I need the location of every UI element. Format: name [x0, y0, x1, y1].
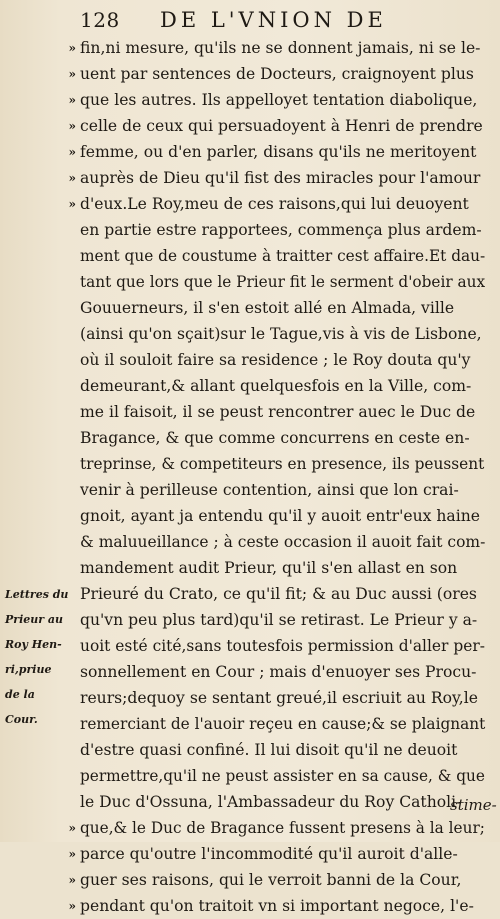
text-line — [80, 321, 485, 347]
text-line — [80, 581, 485, 607]
line-text: treprinse, & competiteurs en presence, ils peussent — [80, 455, 485, 473]
line-text: venir à perilleuse contention, ainsi que lon crai- — [80, 481, 459, 499]
line-text: celle de ceux qui persuadoyent à Henri de prendre — [80, 117, 483, 135]
line-text: en partie estre rapportees, commença plus ardem- — [80, 221, 482, 239]
body-text — [68, 35, 486, 919]
quote-mark: » — [68, 821, 76, 835]
line-text: guer ses raisons, qui le verroit banni de la Cour, — [80, 871, 462, 889]
line-text: uoit esté cité,sans toutesfois permission d'aller per- — [80, 637, 485, 655]
line-text: tant que lors que le Prieur fit le serment d'obeir aux — [80, 273, 486, 291]
page-header — [60, 6, 490, 32]
margin-note-line: Cour. — [5, 713, 38, 726]
line-text: que,& le Duc de Bragance fussent presens à la leur; — [80, 819, 485, 837]
text-line — [80, 685, 485, 711]
text-line — [80, 295, 485, 321]
line-text: uent par sentences de Docteurs, craignoyent plus — [80, 65, 474, 83]
line-text: (ainsi qu'on sçait)sur le Tague,vis à vis de Lisbone, — [80, 325, 482, 343]
text-line — [80, 737, 485, 763]
quote-mark: » — [68, 197, 76, 211]
line-text: parce qu'outre l'incommodité qu'il auroit d'alle- — [80, 845, 458, 863]
quote-mark: » — [68, 93, 76, 107]
text-line — [80, 451, 485, 477]
line-text: mandement audit Prieur, qu'il s'en allast en son — [80, 559, 458, 577]
text-line — [80, 555, 485, 581]
line-text: fin,ni mesure, qu'ils ne se donnent jamais, ni se le- — [80, 39, 481, 57]
line-text: Bragance, & que comme concurrens en ceste en- — [80, 429, 470, 447]
line-text: Gouuerneurs, il s'en estoit allé en Almada, ville — [80, 299, 455, 317]
line-text: gnoit, ayant ja entendu qu'il y auoit entr'eux haine — [80, 507, 480, 525]
text-line — [80, 503, 485, 529]
line-text: remerciant de l'auoir reçeu en cause;& se plaignant — [80, 715, 486, 733]
text-line — [80, 659, 485, 685]
text-line — [68, 815, 485, 841]
margin-note-line: de la — [5, 688, 35, 701]
line-text: & maluueillance ; à ceste occasion il auoit fait com- — [80, 533, 486, 551]
running-title: DE L'VNION DE — [160, 8, 387, 32]
text-line — [68, 87, 485, 113]
text-line — [80, 529, 485, 555]
text-line — [80, 243, 485, 269]
line-text: auprès de Dieu qu'il fist des miracles pour l'amour — [80, 169, 481, 187]
quote-mark: » — [68, 67, 76, 81]
text-line — [80, 633, 485, 659]
text-line — [68, 867, 485, 893]
text-line — [68, 35, 485, 61]
line-text: le Duc d'Ossuna, l'Ambassadeur du Roy Catholi- — [80, 793, 462, 811]
text-line — [80, 347, 485, 373]
page-number: 128 — [80, 8, 120, 32]
text-line — [68, 165, 485, 191]
line-text: ment que de coustume à traitter cest affaire.Et dau- — [80, 247, 486, 265]
quote-mark: » — [68, 145, 76, 159]
quote-mark: » — [68, 171, 76, 185]
text-line — [80, 763, 485, 789]
text-line — [68, 113, 485, 139]
text-line — [68, 893, 485, 919]
margin-note-line: Lettres du — [5, 588, 69, 601]
line-text: reurs;dequoy se sentant greué,il escriuit au Roy,le — [80, 689, 478, 707]
catchword: stime- — [450, 796, 497, 814]
quote-mark: » — [68, 119, 76, 133]
line-text: que les autres. Ils appelloyet tentation diabolique, — [80, 91, 478, 109]
margin-note-line: ri,priue — [5, 663, 52, 676]
line-text: Prieuré du Crato, ce qu'il fit; & au Duc aussi (ores — [80, 585, 477, 603]
text-line — [68, 191, 485, 217]
text-line — [80, 607, 485, 633]
text-line — [80, 711, 485, 737]
line-text: me il faisoit, il se peust rencontrer auec le Duc de — [80, 403, 476, 421]
text-line — [68, 841, 485, 867]
margin-note-line: Roy Hen- — [5, 638, 62, 651]
line-text: pendant qu'on traitoit vn si important negoce, l'e- — [80, 897, 474, 915]
line-text: sonnellement en Cour ; mais d'enuoyer ses Procu- — [80, 663, 477, 681]
line-text: qu'vn peu plus tard)qu'il se retirast. Le Prieur y a- — [80, 611, 478, 629]
quote-mark: » — [68, 873, 76, 887]
text-line — [80, 425, 485, 451]
text-line — [80, 477, 485, 503]
text-line — [80, 789, 485, 815]
margin-note-line: Prieur au — [5, 613, 63, 626]
text-line — [68, 61, 485, 87]
line-text: permettre,qu'il ne peust assister en sa cause, & que — [80, 767, 485, 785]
text-line — [80, 217, 485, 243]
margin-note — [5, 582, 69, 732]
line-text: femme, ou d'en parler, disans qu'ils ne meritoyent — [80, 143, 477, 161]
line-text: où il souloit faire sa residence ; le Roy douta qu'y — [80, 351, 471, 369]
line-text: d'estre quasi confiné. Il lui disoit qu'il ne deuoit — [80, 741, 458, 759]
text-line — [68, 139, 485, 165]
quote-mark: » — [68, 41, 76, 55]
text-line — [80, 399, 485, 425]
text-line — [80, 269, 485, 295]
text-line — [80, 373, 485, 399]
line-text: d'eux.Le Roy,meu de ces raisons,qui lui deuoyent — [80, 195, 469, 213]
quote-mark: » — [68, 847, 76, 861]
line-text: demeurant,& allant quelquesfois en la Ville, com- — [80, 377, 472, 395]
quote-mark: » — [68, 899, 76, 913]
